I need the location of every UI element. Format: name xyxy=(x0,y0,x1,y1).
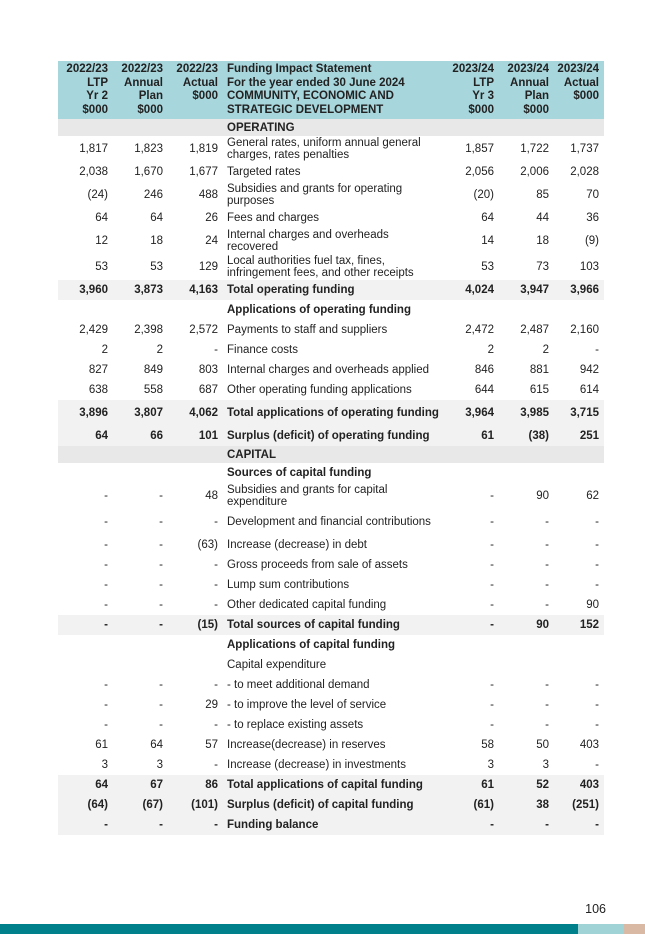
value-cell: - xyxy=(58,615,113,635)
row-label: Capital expenditure xyxy=(227,659,327,671)
value-cell: - xyxy=(159,539,163,551)
value-cell: 3,807 xyxy=(113,400,168,426)
value-cell: - xyxy=(214,344,218,356)
table-row xyxy=(58,254,604,280)
value-cell xyxy=(113,463,168,483)
value-cell: 24 xyxy=(205,235,218,247)
table-row xyxy=(58,483,604,509)
value-cell: 2 xyxy=(542,344,549,356)
value-cell: - xyxy=(554,815,604,835)
value-cell: 644 xyxy=(474,384,494,396)
table-row xyxy=(58,463,604,483)
row-label: Increase (decrease) in debt xyxy=(227,539,367,551)
row-label: - to improve the level of service xyxy=(227,699,387,711)
value-cell xyxy=(113,119,168,136)
value-cell: 2,572 xyxy=(189,324,218,336)
value-cell: 251 xyxy=(554,426,604,446)
value-cell: - xyxy=(214,759,218,771)
value-cell: 2,472 xyxy=(465,324,494,336)
table-row xyxy=(58,695,604,715)
value-cell xyxy=(168,300,223,320)
value-cell: 846 xyxy=(474,364,494,376)
value-cell: - xyxy=(159,559,163,571)
value-cell: - xyxy=(159,579,163,591)
value-cell: 2,056 xyxy=(465,166,494,178)
value-cell: 3,960 xyxy=(58,280,113,300)
value-cell: 2,006 xyxy=(520,166,549,178)
value-cell: 48 xyxy=(205,490,218,502)
value-cell xyxy=(444,463,499,483)
value-cell: 2,028 xyxy=(570,166,599,178)
value-cell: 2 xyxy=(156,344,163,356)
table-body xyxy=(58,119,604,835)
header-actual-2223: 2022/23 Actual $000 xyxy=(168,61,223,119)
value-cell: 614 xyxy=(579,384,599,396)
value-cell: 12 xyxy=(95,235,108,247)
header-ltp-yr2: 2022/23 LTP Yr 2 $000 xyxy=(58,61,113,119)
value-cell: - xyxy=(159,599,163,611)
value-cell: 4,062 xyxy=(168,400,223,426)
value-cell: - xyxy=(545,719,549,731)
value-cell: - xyxy=(214,559,218,571)
value-cell: - xyxy=(595,579,599,591)
value-cell: (101) xyxy=(168,795,223,815)
value-cell: - xyxy=(545,679,549,691)
value-cell: 38 xyxy=(499,795,554,815)
table-row xyxy=(58,555,604,575)
value-cell xyxy=(58,446,113,463)
value-cell: 849 xyxy=(143,364,163,376)
value-cell xyxy=(168,635,223,655)
row-label: Total sources of capital funding xyxy=(223,615,444,635)
row-label: Sources of capital funding xyxy=(227,467,372,479)
value-cell: 53 xyxy=(481,261,494,273)
row-label: Subsidies and grants for capital expenditure xyxy=(227,484,388,508)
value-cell: (15) xyxy=(168,615,223,635)
footer-tan-bar xyxy=(624,924,645,934)
table-row xyxy=(58,575,604,595)
value-cell: - xyxy=(490,719,494,731)
value-cell xyxy=(168,655,223,675)
table-row xyxy=(58,735,604,755)
value-cell: 129 xyxy=(198,261,218,273)
value-cell: - xyxy=(545,539,549,551)
value-cell: 101 xyxy=(168,426,223,446)
row-label: Total applications of capital funding xyxy=(223,775,444,795)
table-row xyxy=(58,320,604,340)
value-cell: 58 xyxy=(481,739,494,751)
value-cell: - xyxy=(113,815,168,835)
table-row xyxy=(58,208,604,228)
value-cell: - xyxy=(545,516,549,528)
value-cell: - xyxy=(104,679,108,691)
value-cell: - xyxy=(595,699,599,711)
table-row xyxy=(58,380,604,400)
table-row xyxy=(58,136,604,162)
value-cell xyxy=(444,446,499,463)
table-row xyxy=(58,446,604,463)
table-row xyxy=(58,755,604,775)
value-cell: - xyxy=(595,719,599,731)
value-cell: - xyxy=(444,615,499,635)
row-label: - to replace existing assets xyxy=(227,719,364,731)
value-cell xyxy=(168,446,223,463)
table-row xyxy=(58,595,604,615)
value-cell: 18 xyxy=(536,235,549,247)
value-cell: - xyxy=(490,539,494,551)
value-cell xyxy=(499,300,554,320)
value-cell xyxy=(554,655,604,675)
value-cell: 1,819 xyxy=(189,143,218,155)
value-cell: - xyxy=(490,599,494,611)
value-cell: 85 xyxy=(536,189,549,201)
value-cell xyxy=(499,119,554,136)
header-annual-plan-2223: 2022/23 Annual Plan $000 xyxy=(113,61,168,119)
value-cell: 638 xyxy=(88,384,108,396)
row-label: General rates, uniform annual general charges, rates penalties xyxy=(227,137,421,161)
header-annual-plan-2324: 2023/24 Annual Plan $000 xyxy=(499,61,554,119)
value-cell: 90 xyxy=(536,490,549,502)
value-cell: 70 xyxy=(586,189,599,201)
value-cell: - xyxy=(104,490,108,502)
row-label: Targeted rates xyxy=(227,166,301,178)
table-row xyxy=(58,775,604,795)
row-label: Total operating funding xyxy=(223,280,444,300)
row-label: Development and financial contributions xyxy=(227,516,431,528)
value-cell: 62 xyxy=(586,490,599,502)
value-cell: 1,823 xyxy=(134,143,163,155)
value-cell: - xyxy=(595,559,599,571)
value-cell: - xyxy=(595,539,599,551)
value-cell: 64 xyxy=(58,775,113,795)
row-label: Total applications of operating funding xyxy=(223,400,444,426)
value-cell xyxy=(499,655,554,675)
value-cell: 1,817 xyxy=(79,143,108,155)
value-cell xyxy=(113,300,168,320)
value-cell xyxy=(499,635,554,655)
value-cell: 246 xyxy=(143,189,163,201)
table-row xyxy=(58,360,604,380)
header-actual-2324: 2023/24 Actual $000 xyxy=(554,61,604,119)
value-cell: 90 xyxy=(499,615,554,635)
value-cell: - xyxy=(58,815,113,835)
value-cell: 64 xyxy=(95,212,108,224)
value-cell xyxy=(113,655,168,675)
table-row xyxy=(58,655,604,675)
value-cell: 488 xyxy=(198,189,218,201)
value-cell: - xyxy=(214,579,218,591)
value-cell: - xyxy=(104,516,108,528)
table-row xyxy=(58,615,604,635)
page-number: 106 xyxy=(585,902,606,916)
row-label: Fees and charges xyxy=(227,212,320,224)
section-label: CAPITAL xyxy=(223,446,444,463)
value-cell: - xyxy=(104,599,108,611)
value-cell xyxy=(554,119,604,136)
row-label: Increase(decrease) in reserves xyxy=(227,739,386,751)
row-label: Surplus (deficit) of capital funding xyxy=(223,795,444,815)
value-cell xyxy=(113,635,168,655)
value-cell xyxy=(168,463,223,483)
row-label: Applications of operating funding xyxy=(227,304,411,316)
value-cell: - xyxy=(113,615,168,635)
table-row xyxy=(58,182,604,208)
row-label: Funding balance xyxy=(223,815,444,835)
value-cell: 1,737 xyxy=(570,143,599,155)
value-cell: 90 xyxy=(586,599,599,611)
table-row xyxy=(58,635,604,655)
value-cell: 3,966 xyxy=(554,280,604,300)
row-label: Internal charges and overheads recovered xyxy=(227,229,389,253)
table-row xyxy=(58,795,604,815)
value-cell: - xyxy=(545,599,549,611)
value-cell: - xyxy=(595,516,599,528)
value-cell: 61 xyxy=(95,739,108,751)
value-cell xyxy=(444,635,499,655)
value-cell xyxy=(499,463,554,483)
value-cell xyxy=(444,655,499,675)
value-cell: 3 xyxy=(542,759,549,771)
footer-teal-bar xyxy=(0,924,578,934)
value-cell: 64 xyxy=(481,212,494,224)
value-cell: 66 xyxy=(113,426,168,446)
value-cell: 403 xyxy=(579,739,599,751)
value-cell: 36 xyxy=(586,212,599,224)
value-cell: 18 xyxy=(150,235,163,247)
table-row xyxy=(58,162,604,182)
value-cell: - xyxy=(444,815,499,835)
value-cell: - xyxy=(159,719,163,731)
value-cell: 1,857 xyxy=(465,143,494,155)
table-row xyxy=(58,300,604,320)
value-cell: - xyxy=(490,490,494,502)
value-cell: - xyxy=(214,719,218,731)
value-cell: - xyxy=(159,490,163,502)
value-cell: 64 xyxy=(58,426,113,446)
row-label: Increase (decrease) in investments xyxy=(227,759,406,771)
value-cell: 3,985 xyxy=(499,400,554,426)
value-cell: 64 xyxy=(150,212,163,224)
value-cell: 803 xyxy=(198,364,218,376)
value-cell xyxy=(113,446,168,463)
row-label: Applications of capital funding xyxy=(227,639,396,651)
value-cell: 3,715 xyxy=(554,400,604,426)
value-cell: 558 xyxy=(143,384,163,396)
value-cell: 50 xyxy=(536,739,549,751)
value-cell: 2,038 xyxy=(79,166,108,178)
row-label: - to meet additional demand xyxy=(227,679,370,691)
value-cell xyxy=(58,635,113,655)
value-cell: 53 xyxy=(95,261,108,273)
value-cell: - xyxy=(159,516,163,528)
value-cell: 86 xyxy=(168,775,223,795)
value-cell: - xyxy=(595,759,599,771)
row-label: Other dedicated capital funding xyxy=(227,599,387,611)
row-label: Lump sum contributions xyxy=(227,579,350,591)
value-cell: 3,947 xyxy=(499,280,554,300)
value-cell: 3,896 xyxy=(58,400,113,426)
value-cell xyxy=(554,300,604,320)
value-cell: 615 xyxy=(529,384,549,396)
value-cell: 2,160 xyxy=(570,324,599,336)
value-cell: 1,677 xyxy=(189,166,218,178)
table-row xyxy=(58,340,604,360)
row-label: Gross proceeds from sale of assets xyxy=(227,559,408,571)
value-cell: 103 xyxy=(579,261,599,273)
value-cell xyxy=(444,119,499,136)
value-cell: - xyxy=(159,699,163,711)
value-cell: - xyxy=(214,599,218,611)
value-cell: 64 xyxy=(150,739,163,751)
value-cell xyxy=(58,300,113,320)
value-cell: - xyxy=(214,679,218,691)
value-cell: - xyxy=(545,699,549,711)
value-cell: - xyxy=(490,579,494,591)
value-cell: - xyxy=(104,559,108,571)
value-cell: - xyxy=(545,559,549,571)
value-cell: 61 xyxy=(444,775,499,795)
header-ltp-yr3: 2023/24 LTP Yr 3 $000 xyxy=(444,61,499,119)
section-label: OPERATING xyxy=(223,119,444,136)
value-cell: 26 xyxy=(205,212,218,224)
value-cell: (20) xyxy=(473,189,494,201)
row-label: Surplus (deficit) of operating funding xyxy=(223,426,444,446)
value-cell: 687 xyxy=(198,384,218,396)
table-row xyxy=(58,715,604,735)
value-cell: 53 xyxy=(150,261,163,273)
value-cell xyxy=(444,300,499,320)
value-cell xyxy=(58,119,113,136)
table-header-row xyxy=(58,61,604,119)
value-cell: - xyxy=(595,344,599,356)
value-cell: 942 xyxy=(579,364,599,376)
value-cell: - xyxy=(159,679,163,691)
value-cell: - xyxy=(214,516,218,528)
value-cell: 2,398 xyxy=(134,324,163,336)
funding-impact-statement-table xyxy=(58,61,604,835)
value-cell: 14 xyxy=(481,235,494,247)
value-cell: 3,964 xyxy=(444,400,499,426)
value-cell: 3 xyxy=(487,759,494,771)
value-cell xyxy=(58,655,113,675)
table-row xyxy=(58,228,604,254)
value-cell xyxy=(554,446,604,463)
table-row xyxy=(58,400,604,426)
value-cell: 2,487 xyxy=(520,324,549,336)
value-cell: 1,670 xyxy=(134,166,163,178)
value-cell: (38) xyxy=(499,426,554,446)
row-label: Subsidies and grants for operating purposes xyxy=(227,183,403,207)
value-cell: - xyxy=(499,815,554,835)
value-cell: 2 xyxy=(101,344,108,356)
value-cell: 881 xyxy=(529,364,549,376)
table-row xyxy=(58,119,604,136)
value-cell xyxy=(499,446,554,463)
value-cell: - xyxy=(490,516,494,528)
value-cell: 2 xyxy=(487,344,494,356)
value-cell: - xyxy=(595,679,599,691)
row-label: Local authorities fuel tax, fines, infringement fees, and other receipts xyxy=(227,255,414,279)
row-label: Finance costs xyxy=(227,344,298,356)
value-cell: (9) xyxy=(584,235,599,247)
value-cell xyxy=(554,463,604,483)
value-cell: - xyxy=(104,539,108,551)
value-cell: (251) xyxy=(554,795,604,815)
value-cell: 3,873 xyxy=(113,280,168,300)
value-cell: - xyxy=(104,579,108,591)
value-cell: - xyxy=(490,699,494,711)
value-cell: 57 xyxy=(205,739,218,751)
table-row xyxy=(58,426,604,446)
value-cell: 44 xyxy=(536,212,549,224)
table-row xyxy=(58,509,604,535)
value-cell: - xyxy=(490,559,494,571)
footer-light-bar xyxy=(578,924,624,934)
value-cell: (63) xyxy=(197,539,218,551)
row-label: Payments to staff and suppliers xyxy=(227,324,388,336)
value-cell: (61) xyxy=(444,795,499,815)
value-cell: - xyxy=(545,579,549,591)
value-cell xyxy=(168,119,223,136)
value-cell: 73 xyxy=(536,261,549,273)
value-cell: 827 xyxy=(88,364,108,376)
value-cell: 403 xyxy=(554,775,604,795)
value-cell: 3 xyxy=(101,759,108,771)
value-cell: 67 xyxy=(113,775,168,795)
value-cell: 61 xyxy=(444,426,499,446)
value-cell: 29 xyxy=(205,699,218,711)
value-cell: (64) xyxy=(58,795,113,815)
table-row xyxy=(58,815,604,835)
value-cell: 4,024 xyxy=(444,280,499,300)
table-row xyxy=(58,535,604,555)
value-cell: 1,722 xyxy=(520,143,549,155)
table-row xyxy=(58,280,604,300)
value-cell: 152 xyxy=(554,615,604,635)
value-cell: - xyxy=(104,699,108,711)
value-cell: - xyxy=(168,815,223,835)
value-cell: (67) xyxy=(113,795,168,815)
value-cell: 4,163 xyxy=(168,280,223,300)
value-cell: - xyxy=(104,719,108,731)
value-cell xyxy=(58,463,113,483)
value-cell: 3 xyxy=(156,759,163,771)
header-title: Funding Impact Statement For the year ended 30 June 2024 COMMUNITY, ECONOMIC AND STRATEGIC DEVELOPMENT xyxy=(223,61,444,119)
value-cell: (24) xyxy=(87,189,108,201)
value-cell: 2,429 xyxy=(79,324,108,336)
value-cell xyxy=(554,635,604,655)
value-cell: - xyxy=(490,679,494,691)
table-row xyxy=(58,675,604,695)
row-label: Internal charges and overheads applied xyxy=(227,364,430,376)
value-cell: 52 xyxy=(499,775,554,795)
row-label: Other operating funding applications xyxy=(227,384,412,396)
